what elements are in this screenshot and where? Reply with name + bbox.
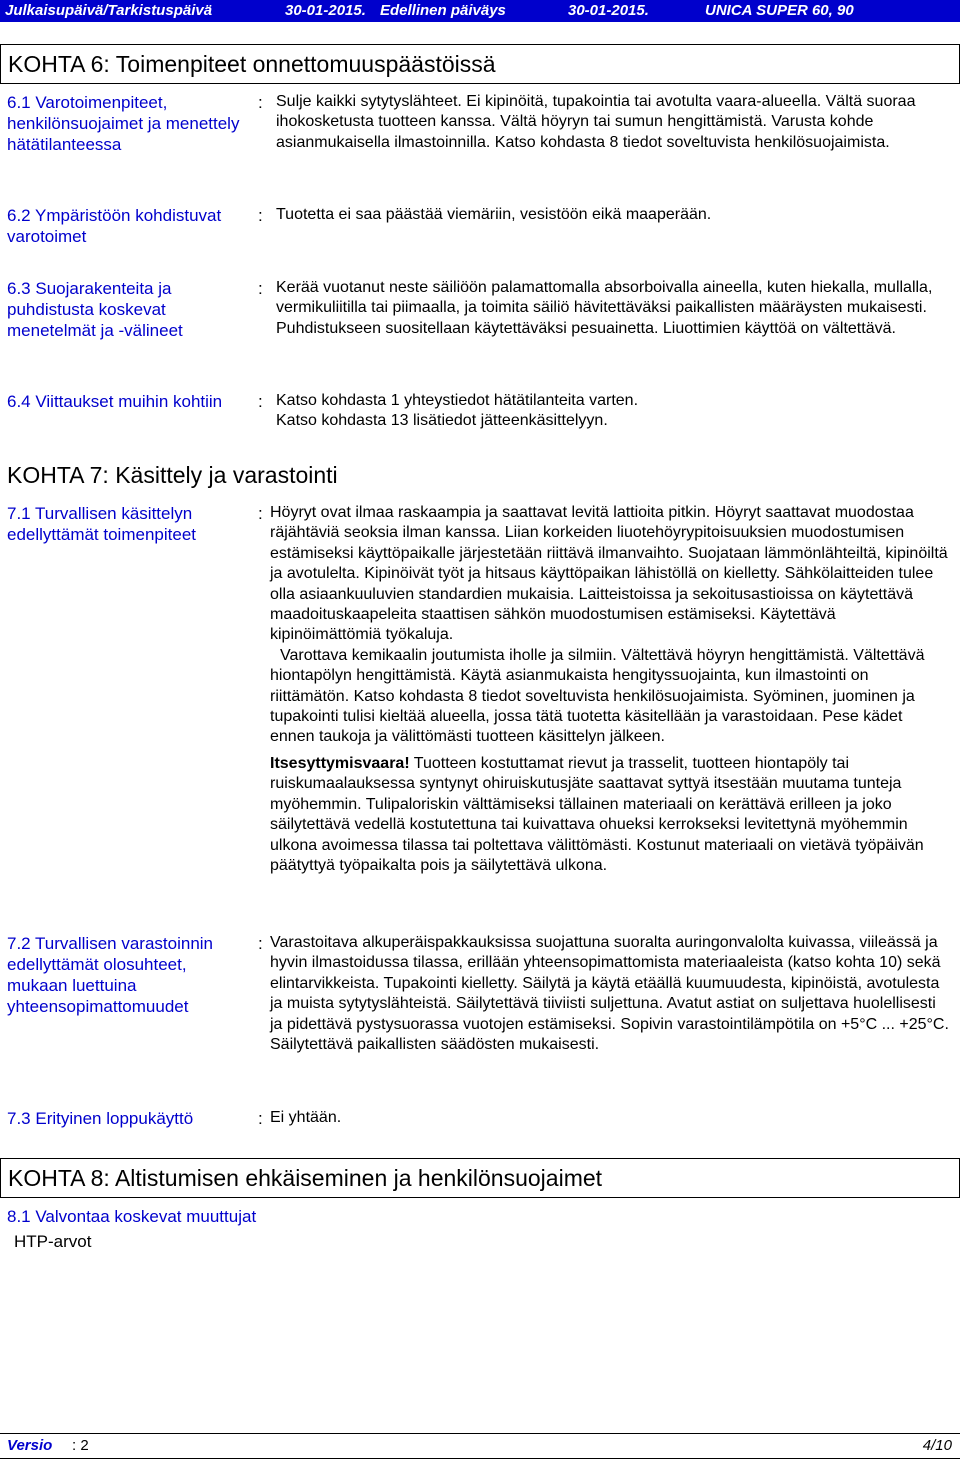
document-header-bar — [0, 0, 960, 22]
s71-label: 7.1 Turvallisen käsittelyn edellyttämät toimenpiteet — [7, 504, 196, 544]
s71-colon: : — [258, 504, 263, 523]
s71-text — [270, 503, 950, 876]
document-footer — [0, 1433, 960, 1459]
footer-version-label: Versio — [7, 1437, 53, 1454]
header-product-name: UNICA SUPER 60, 90 — [705, 2, 854, 19]
s71-paragraph-2: Varottava kemikaalin joutumista iholle ja silmiin. Vältettävä höyryn hengittämistä. Vältettävä hiontapölyn hengittämistä. Käytä asianmukaista hengityssuojainta, kun ilmastointi on riittämätön. Katso kohdasta 8 tiedot soveltuvista henkilösuojaimista. Syöminen, juominen ja tupakointi tulisi kieltää alueella, jossa tätä tuotetta käsitellään ja varastoidaan. Pese kädet ennen taukoja ja välittömästi tuotteen käsittelyn jälkeen. — [270, 646, 925, 746]
s71-warning-bold: Itsesyttymisvaara! — [270, 754, 410, 772]
s72-colon: : — [258, 934, 263, 953]
section-6-title: KOHTA 6: Toimenpiteet onnettomuuspäästöissä — [0, 44, 960, 84]
s64-label: 6.4 Viittaukset muihin kohtiin — [7, 392, 223, 411]
s72-label: 7.2 Turvallisen varastoinnin edellyttämät olosuhteet, mukaan luettuina yhteensopimattomuudet — [7, 934, 214, 1016]
s72-text: Varastoitava alkuperäispakkauksissa suojattuna suoralta auringonvalolta kuivassa, viileässä ja hyvin ilmastoidussa tilassa, erillään yhteensopimattomista materiaaleista (katso kohta 10) sekä elintarvikkeista. Tupakointi kielletty. Säilytä ja käytä etäällä kuumuudesta, kipinöistä, avotulesta ja muista sytytyslähteistä. Säilytettävä tiiviisti suljettuna. Avatut astiat on suljettava huolellisesti ja pidettävä pystysuorassa vuotojen estämiseksi. Sopivin varastointilämpötila on +5°C ... +25°C. Säilytettävä paikallisten säädösten mukaisesti. — [270, 934, 949, 1054]
s64-line-1: Katso kohdasta 1 yhteystiedot hätätilanteita varten. — [276, 392, 639, 409]
s62-text: Tuotetta ei saa päästää viemäriin, vesistöön eikä maaperään. — [276, 206, 712, 223]
section-7-title: KOHTA 7: Käsittely ja varastointi — [7, 462, 338, 488]
s63-text: Kerää vuotanut neste säiliöön palamattomalla absorboivalla aineella, kuten hiekalla, mullalla, vermikuliitilla tai piimaalla, ja toimita säiliö hävitettäväksi paikallisten määräysten mukaisesti. Puhdistukseen suositellaan käytettäväksi pesuainetta. Liuottimien käyttöä on vältettävä. — [276, 279, 933, 337]
s64-text — [276, 391, 946, 432]
s73-text: Ei yhtään. — [270, 1109, 342, 1126]
s62-label: 6.2 Ympäristöön kohdistuvat varotoimet — [7, 206, 222, 246]
s63-label: 6.3 Suojarakenteita ja puhdistusta koskevat menetelmät ja -välineet — [7, 279, 183, 340]
s71-paragraph-3 — [270, 754, 950, 876]
s64-colon: : — [258, 392, 263, 411]
header-previous-label: Edellinen päiväys — [380, 2, 506, 19]
htp-values-heading: HTP-arvot — [14, 1232, 92, 1251]
s61-text: Sulje kaikki sytytyslähteet. Ei kipinöitä, tupakointia tai avotulta vaara-alueella. Vältä suoraa ihokosketusta tuotteen kanssa. Vältä höyryn tai sumun hengittämistä. Varusta kohde asianmukaisella ilmastoinnilla. Katso kohdasta 8 tiedot soveltuvista henkilösuojaimista. — [276, 93, 916, 151]
s64-line-2: Katso kohdasta 13 lisätiedot jätteenkäsittelyyn. — [276, 412, 608, 430]
header-issue-date: 30-01-2015. — [285, 2, 366, 19]
s62-colon: : — [258, 206, 263, 225]
s71-warning-text: Tuotteen kostuttamat rievut ja trasselit, tuotteen hiontapöly tai ruiskumaalauksessa syntynyt ohiruiskutusjäte saattavat syttyä itsestään muutama tunteja myöhemmin. Tulipaloriskin välttämiseksi tällainen materiaali on kerättävä erilleen ja joko säilytettävä vedellä kostutettuna tai kuivattava ohueksi kerrokseksi levitettynä myöhemmin ulkona avoimessa tilassa tai poltettava välittömästi. Kostunut materiaali on vietävä työpäivän päätyttyä työpaikalta pois ja säilytettävä ulkona. — [270, 754, 924, 874]
s61-colon: : — [258, 93, 263, 112]
header-previous-date: 30-01-2015. — [568, 2, 649, 19]
footer-page-number: 4/10 — [922, 1437, 952, 1454]
s81-label: 8.1 Valvontaa koskevat muuttujat — [7, 1207, 257, 1226]
section-8-title: KOHTA 8: Altistumisen ehkäiseminen ja henkilönsuojaimet — [0, 1158, 960, 1198]
footer-version-value: : 2 — [72, 1437, 89, 1454]
s73-colon: : — [258, 1109, 263, 1128]
s73-label: 7.3 Erityinen loppukäyttö — [7, 1109, 194, 1128]
header-date-label: Julkaisupäivä/Tarkistuspäivä — [5, 2, 213, 19]
s61-label: 6.1 Varotoimenpiteet, henkilönsuojaimet ja menettely hätätilanteessa — [7, 93, 240, 154]
s63-colon: : — [258, 279, 263, 298]
s71-paragraph-1: Höyryt ovat ilmaa raskaampia ja saattavat levitä lattioita pitkin. Höyryt saattavat muodostaa räjähtäviä seoksia ilman kanssa. Liian korkeiden liuotehöyrypitoisuuksien muodostumisen estämiseksi käyttöpaikalle järjestetään riittävä ilmanvaihto. Suojataan lämmönlähteiltä, kipinöiltä ja avotulelta. Kipinöivät työt ja hitsaus käyttöpaikan lähistöllä on kielletty. Sähkölaitteiden tulee olla asiaankuuluvien standardien mukaisia. Laitteistoissa ja sekoitusastioissa on käytettävä maadoituskaapeleita staattisen sähkön muodostumisen estämiseksi. Käytettävä kipinöimättömiä työkaluja. — [270, 504, 948, 644]
